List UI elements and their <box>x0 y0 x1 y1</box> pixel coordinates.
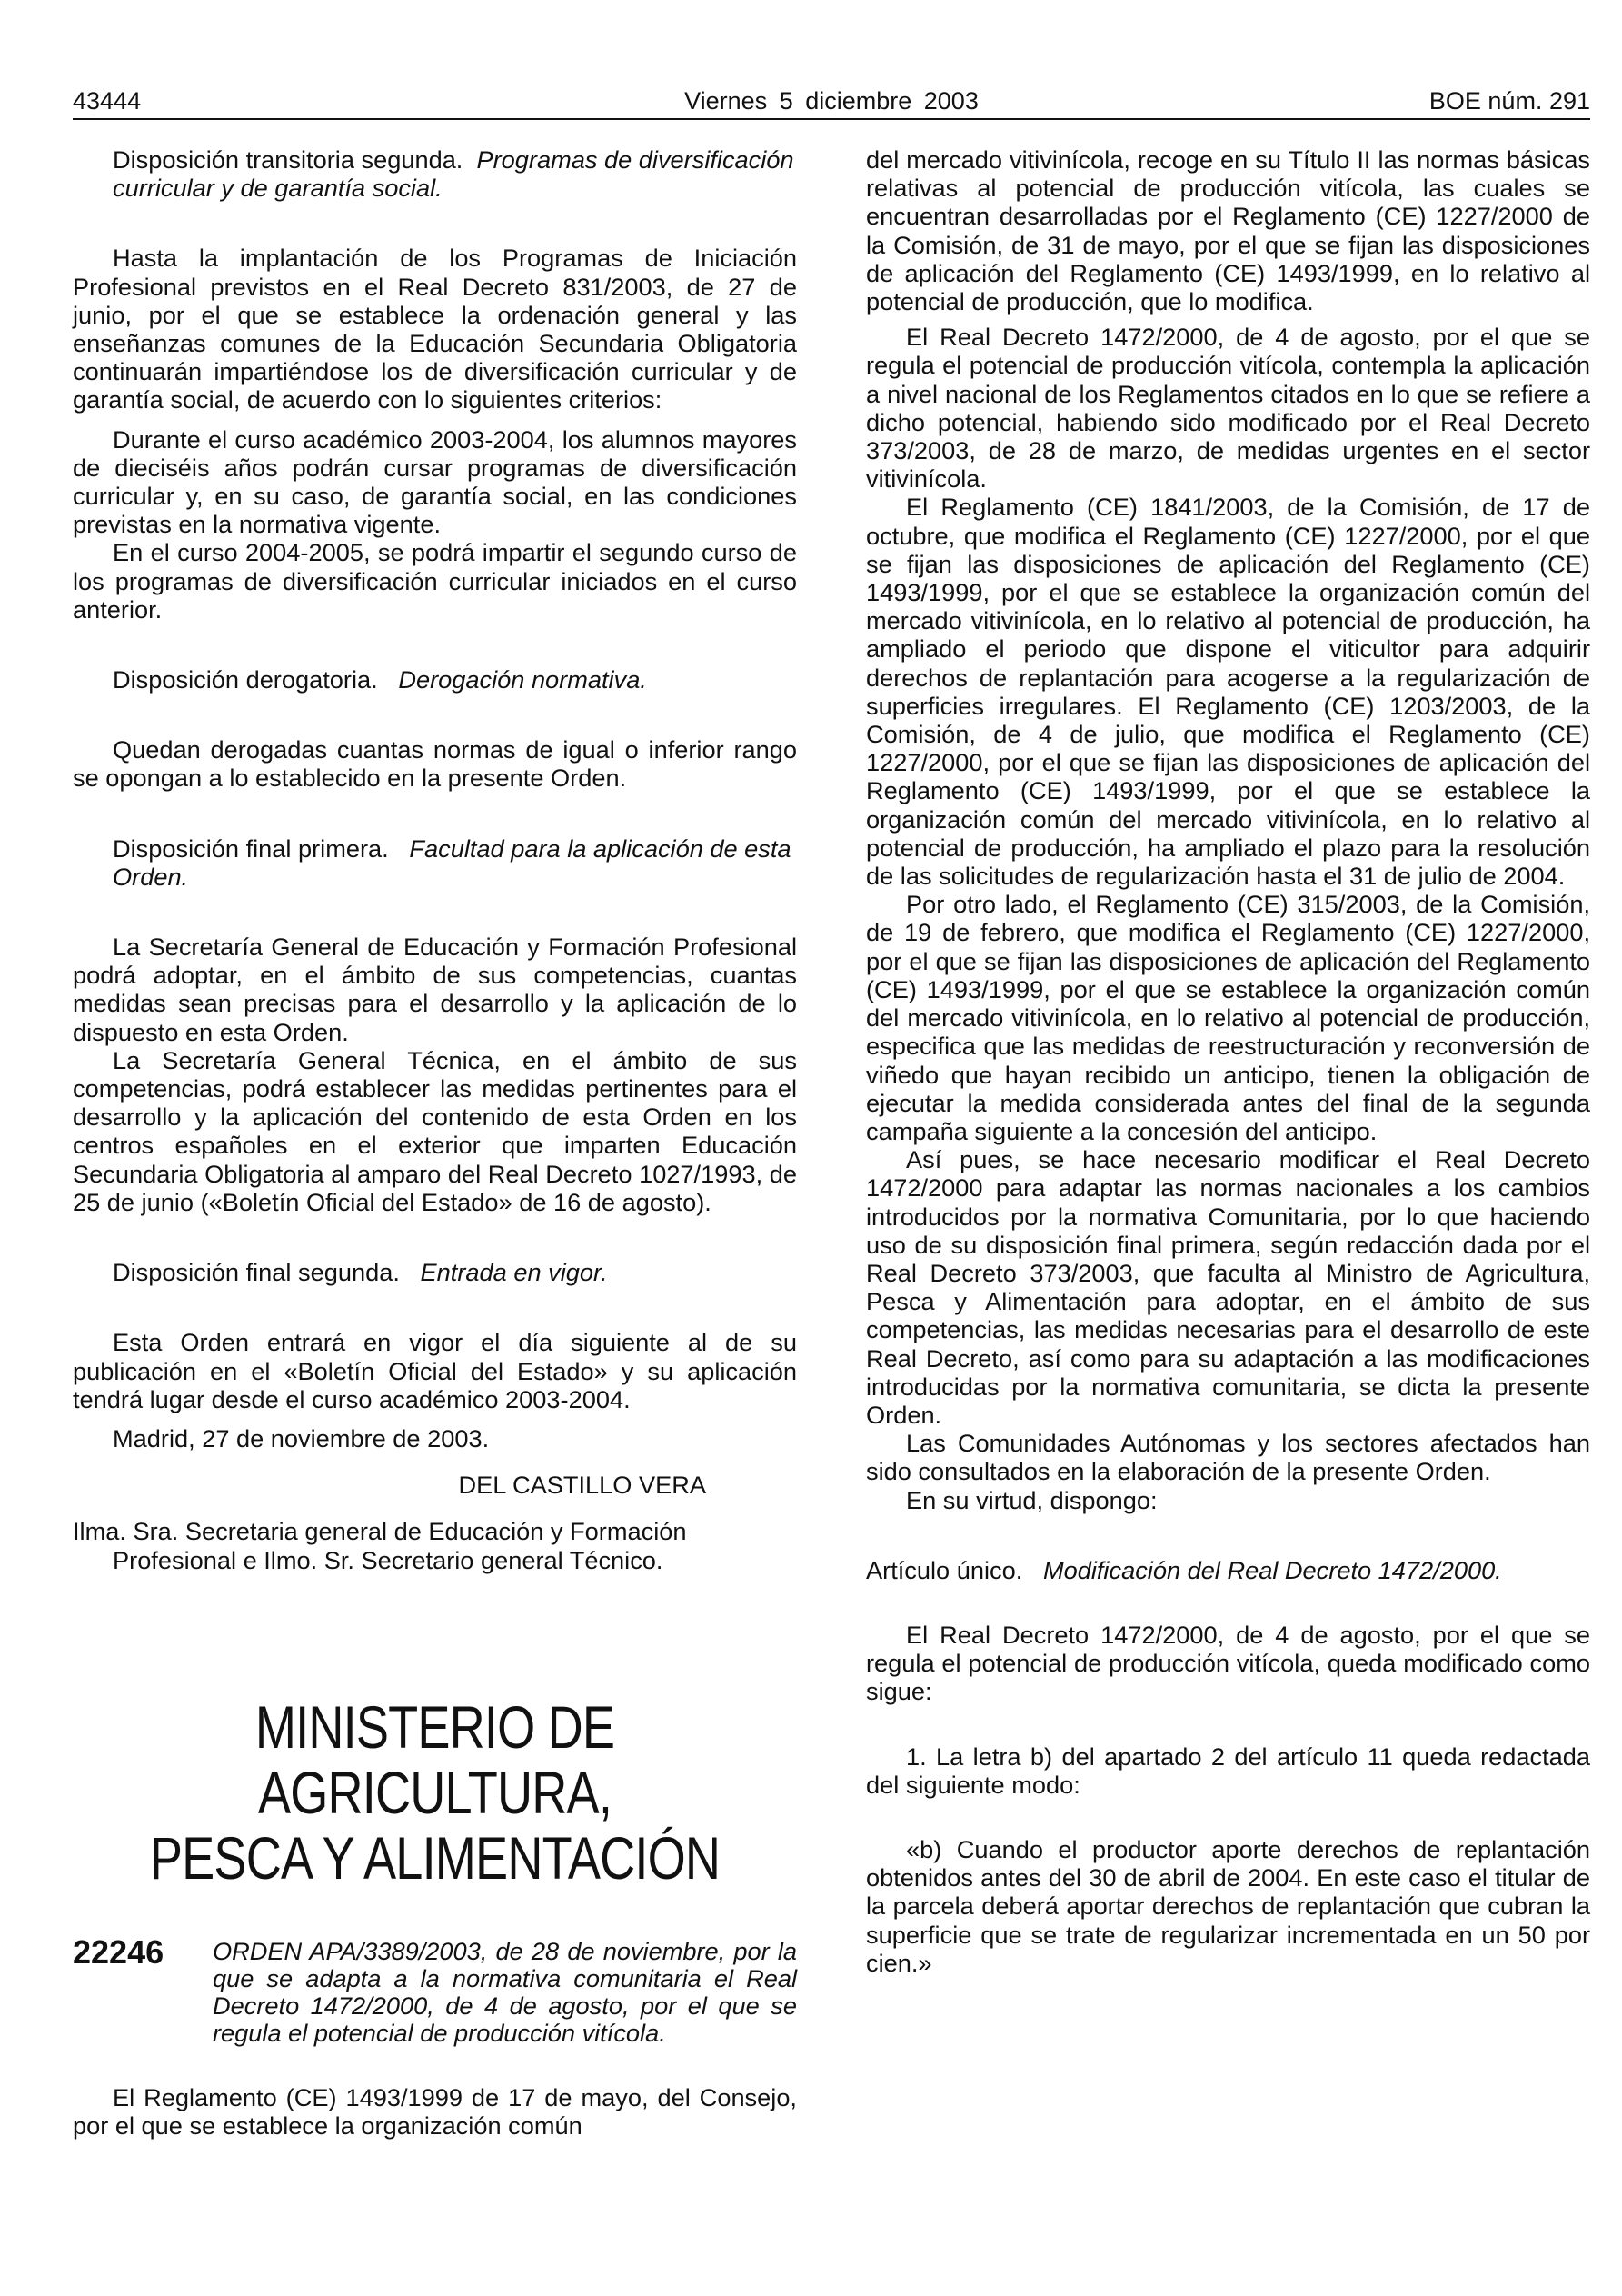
disposition-title: Derogación normativa. <box>398 665 647 694</box>
paragraph: En el curso 2004-2005, se podrá impartir el segundo curso de los programas de diversificación curricular iniciados en el curso anterior. <box>73 538 797 624</box>
article-heading <box>866 1556 1590 1584</box>
place-date: Madrid, 27 de noviembre de 2003. <box>113 1423 490 1452</box>
paragraph: La Secretaría General Técnica, en el ámbito de sus competencias, podrá establecer las medidas pertinentes para el desarrollo y la aplicación del contenido de esta Orden en los centros españoles en el exterior que imparten Educación Secundaria Obligatoria al amparo del Real Decreto 1027/1993, de 25 de junio («Boletín Oficial del Estado» de 16 de agosto). <box>73 1045 797 1216</box>
paragraph: Quedan derogadas cuantas normas de igual o inferior rango se opongan a lo establecido en la presente Orden. <box>73 735 797 793</box>
left-column <box>73 145 797 2140</box>
paragraph: del mercado vitivinícola, recoge en su Título II las normas básicas relativas al potencial de producción vitícola, las cuales se encuentran desarrolladas por el Reglamento (CE) 1227/2000 de la Comisión, de 31 de mayo, por el que se fijan las disposiciones de aplicación del Reglamento (CE) 1493/1999, en lo relativo al potencial de producción, que lo modifica. <box>866 145 1590 316</box>
order-block <box>73 1932 797 2047</box>
right-column <box>866 145 1590 1977</box>
signature: DEL CASTILLO VERA <box>458 1471 706 1500</box>
issue-number: BOE núm. 291 <box>1428 87 1590 115</box>
paragraph: El Reglamento (CE) 1841/2003, de la Comisión, de 17 de octubre, que modifica el Reglamento (CE) 1227/2000, por el que se fijan las disposiciones de aplicación del Reglamento (CE) 1493/1999, por el que se establece la organización común del mercado vitivinícola, en lo relativo al potencial de producción, ha ampliado el periodo que dispone el viticultor para adquirir derechos de replantación para acogerse a la regularización de superficies irregulares. El Reglamento (CE) 1203/2003, de la Comisión, de 4 de julio, que modifica el Reglamento (CE) 1227/2000, por el que se fijan las disposiciones de aplicación del Reglamento (CE) 1493/1999, por el que se establece la organización común del mercado vitivinícola, en lo relativo al potencial de producción, ha ampliado el plazo para la resolución de las solicitudes de regularización hasta el 31 de julio de 2004. <box>866 493 1590 891</box>
paragraph: Así pues, se hace necesario modificar el Real Decreto 1472/2000 para adaptar las normas nacionales a los cambios introducidos por la normativa Comunitaria, por lo que haciendo uso de su disposición final primera, según redacción dada por el Real Decreto 373/2003, que faculta al Ministro de Agricultura, Pesca y Alimentación para adoptar, en el ámbito de sus competencias, las medidas necesarias para el desarrollo de este Real Decreto, así como para su adaptación a las modificaciones introducidas por la normativa comunitaria, se dicta la presente Orden. <box>866 1145 1590 1429</box>
paragraph: Esta Orden entrará en vigor el día siguiente al de su publicación en el «Boletín Oficial del Estado» y su aplicación tendrá lugar desde el curso académico 2003-2004. <box>73 1328 797 1413</box>
page-number: 43444 <box>73 87 142 115</box>
issue-date: Viernes 5 diciembre 2003 <box>684 87 979 115</box>
order-number: 22246 <box>73 1932 164 1971</box>
paragraph: El Real Decreto 1472/2000, de 4 de agosto, por el que se regula el potencial de producción vitícola, queda modificado como sigue: <box>866 1620 1590 1706</box>
disposition-label: Disposición transitoria segunda. <box>113 145 463 174</box>
disposition-title: Programas de diversificación curricular y de garantía social. <box>113 145 794 203</box>
paragraph: Las Comunidades Autónomas y los sectores afectados han sido consultados en la elaboración de la presente Orden. <box>866 1429 1590 1486</box>
paragraph: En su virtud, dispongo: <box>906 1485 1158 1514</box>
disposition-heading <box>73 1258 797 1286</box>
article-label: Artículo único. <box>866 1555 1023 1584</box>
ministry-heading <box>138 1694 732 1891</box>
disposition-label: Disposición final segunda. <box>113 1258 400 1287</box>
paragraph: Por otro lado, el Reglamento (CE) 315/2003, de la Comisión, de 19 de febrero, que modifica el Reglamento (CE) 1227/2000, por el que se fijan las disposiciones de aplicación del Reglamento (CE) 1493/1999, por el que se establece la organización común del mercado vitivinícola, en lo relativo al potencial de producción, especifica que las medidas de reestructuración y reconversión de viñedo que hayan recibido un anticipo, tienen la obligación de ejecutar la medida considerada antes del final de la segunda campaña siguiente a la concesión del anticipo. <box>866 890 1590 1145</box>
addressee <box>73 1517 797 1573</box>
paragraph: «b) Cuando el productor aporte derechos de replantación obtenidos antes del 30 de abril de 2004. En este caso el titular de la parcela deberá aportar derechos de replantación que cubran la superficie que se trate de regularizar incrementada en un 50 por cien.» <box>866 1834 1590 1977</box>
disposition-heading <box>73 145 797 202</box>
paragraph: Hasta la implantación de los Programas de Iniciación Profesional previstos en el Real Decreto 831/2003, de 27 de junio, por el que se establece la ordenación general y las enseñanzas comunes de la Educación Secundaria Obligatoria continuarán impartiéndose los de diversificación curricular y de garantía social, de acuerdo con lo siguientes criterios: <box>73 244 797 414</box>
disposition-label: Disposición final primera. <box>113 834 389 863</box>
disposition-title: Entrada en vigor. <box>420 1258 608 1287</box>
paragraph: La Secretaría General de Educación y Formación Profesional podrá adoptar, en el ámbito de sus competencias, cuantas medidas sean precisas para el desarrollo y la aplicación de lo dispuesto en esta Orden. <box>73 933 797 1046</box>
addressee-text: Secretaria general de Educación y Formación Profesional e Ilmo. Sr. Secretario general Técnico. <box>113 1517 687 1574</box>
ministry-line: MINISTERIO DE AGRICULTURA, <box>254 1692 615 1826</box>
disposition-title: Facultad para la aplicación de esta Orden. <box>113 834 791 891</box>
paragraph: El Reglamento (CE) 1493/1999 de 17 de mayo, del Consejo, por el que se establece la organización común <box>73 2082 797 2140</box>
paragraph: El Real Decreto 1472/2000, de 4 de agosto, por el que se regula el potencial de producción vitícola, contempla la aplicación a nivel nacional de los Reglamentos citados en lo que se refiere a dicho potencial, habiendo sido modificado por el Real Decreto 373/2003, de 28 de marzo, de medidas urgentes en el sector vitivinícola. <box>866 323 1590 494</box>
disposition-label: Disposición derogatoria. <box>113 665 378 694</box>
addressee-label: Ilma. Sra. <box>73 1517 179 1546</box>
paragraph: 1. La letra b) del apartado 2 del artículo 11 queda redactada del siguiente modo: <box>866 1742 1590 1799</box>
paragraph: Durante el curso académico 2003-2004, los alumnos mayores de dieciséis años podrán cursar programas de diversificación curricular y, en su caso, de garantía social, en las condiciones previstas en la normativa vigente. <box>73 424 797 539</box>
ministry-line: PESCA Y ALIMENTACIÓN <box>149 1823 721 1892</box>
disposition-heading <box>73 834 797 891</box>
page-header <box>73 87 1590 120</box>
article-title: Modificación del Real Decreto 1472/2000. <box>1042 1555 1502 1584</box>
disposition-heading <box>73 665 797 694</box>
order-title: ORDEN APA/3389/2003, de 28 de noviembre, por la que se adapta a la normativa comunitaria el Real Decreto 1472/2000, de 4 de agosto, por el que se regula el potencial de producción vitícola. <box>213 1936 797 2047</box>
